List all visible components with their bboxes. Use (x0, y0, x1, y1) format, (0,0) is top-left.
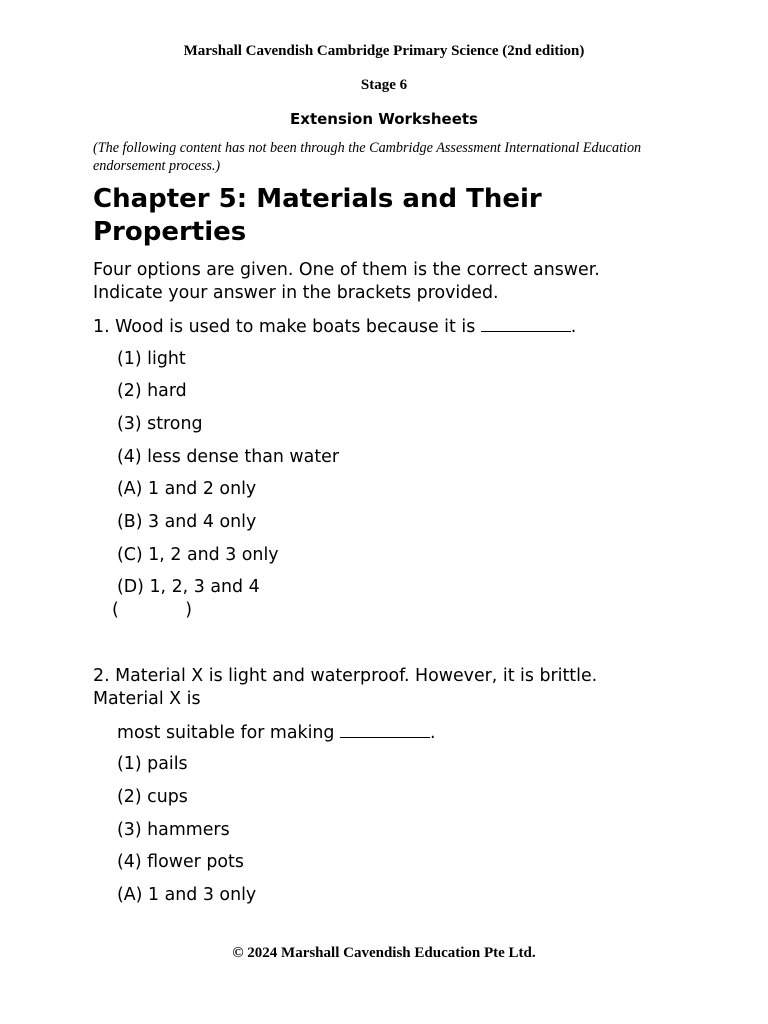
bracket-open: ( (112, 600, 119, 620)
q2-option-2: (2) cups (117, 787, 188, 807)
q1-choice-b: (B) 3 and 4 only (117, 512, 257, 532)
instructions: Four options are given. One of them is the correct answer. Indicate your answer in the brackets provided. (93, 260, 600, 303)
q2-option-4: (4) flower pots (117, 852, 244, 872)
q1-option-2: (2) hard (117, 381, 187, 401)
q1-answer-bracket[interactable] (112, 599, 192, 622)
q1-choice-d: (D) 1, 2, 3 and 4 (117, 577, 260, 597)
answer-blank (340, 721, 430, 738)
question-2-stem: 2. Material X is light and waterproof. However, it is brittle. Material X is (93, 666, 598, 709)
publication-title: Marshall Cavendish Cambridge Primary Science (2nd edition) (183, 43, 585, 59)
question-1-stem (93, 315, 576, 339)
worksheet-subtitle: Extension Worksheets (290, 110, 478, 128)
bracket-close: ) (185, 600, 192, 620)
question-2-stem-text: most suitable for making (117, 723, 341, 743)
question-2-stem-end: . (430, 723, 436, 743)
q1-choice-a: (A) 1 and 2 only (117, 479, 257, 499)
disclaimer-note: (The following content has not been through the Cambridge Assessment International Education endorsement process.) (93, 140, 642, 174)
question-1-stem-text: 1. Wood is used to make boats because it is (93, 317, 481, 337)
answer-blank (481, 315, 571, 332)
q2-option-1: (1) pails (117, 754, 188, 774)
q1-choice-c: (C) 1, 2 and 3 only (117, 545, 279, 565)
stage-label: Stage 6 (360, 77, 408, 93)
q2-choice-a: (A) 1 and 3 only (117, 885, 257, 905)
chapter-title: Chapter 5: Materials and Their Properties (93, 184, 542, 247)
q2-option-3: (3) hammers (117, 820, 230, 840)
q1-option-4: (4) less dense than water (117, 447, 339, 467)
question-1-stem-end: . (570, 317, 577, 337)
q1-option-1: (1) light (117, 349, 186, 369)
question-2-stem-cont (117, 721, 436, 745)
copyright-footer: © 2024 Marshall Cavendish Education Pte Ltd. (232, 945, 536, 961)
q1-option-3: (3) strong (117, 414, 203, 434)
